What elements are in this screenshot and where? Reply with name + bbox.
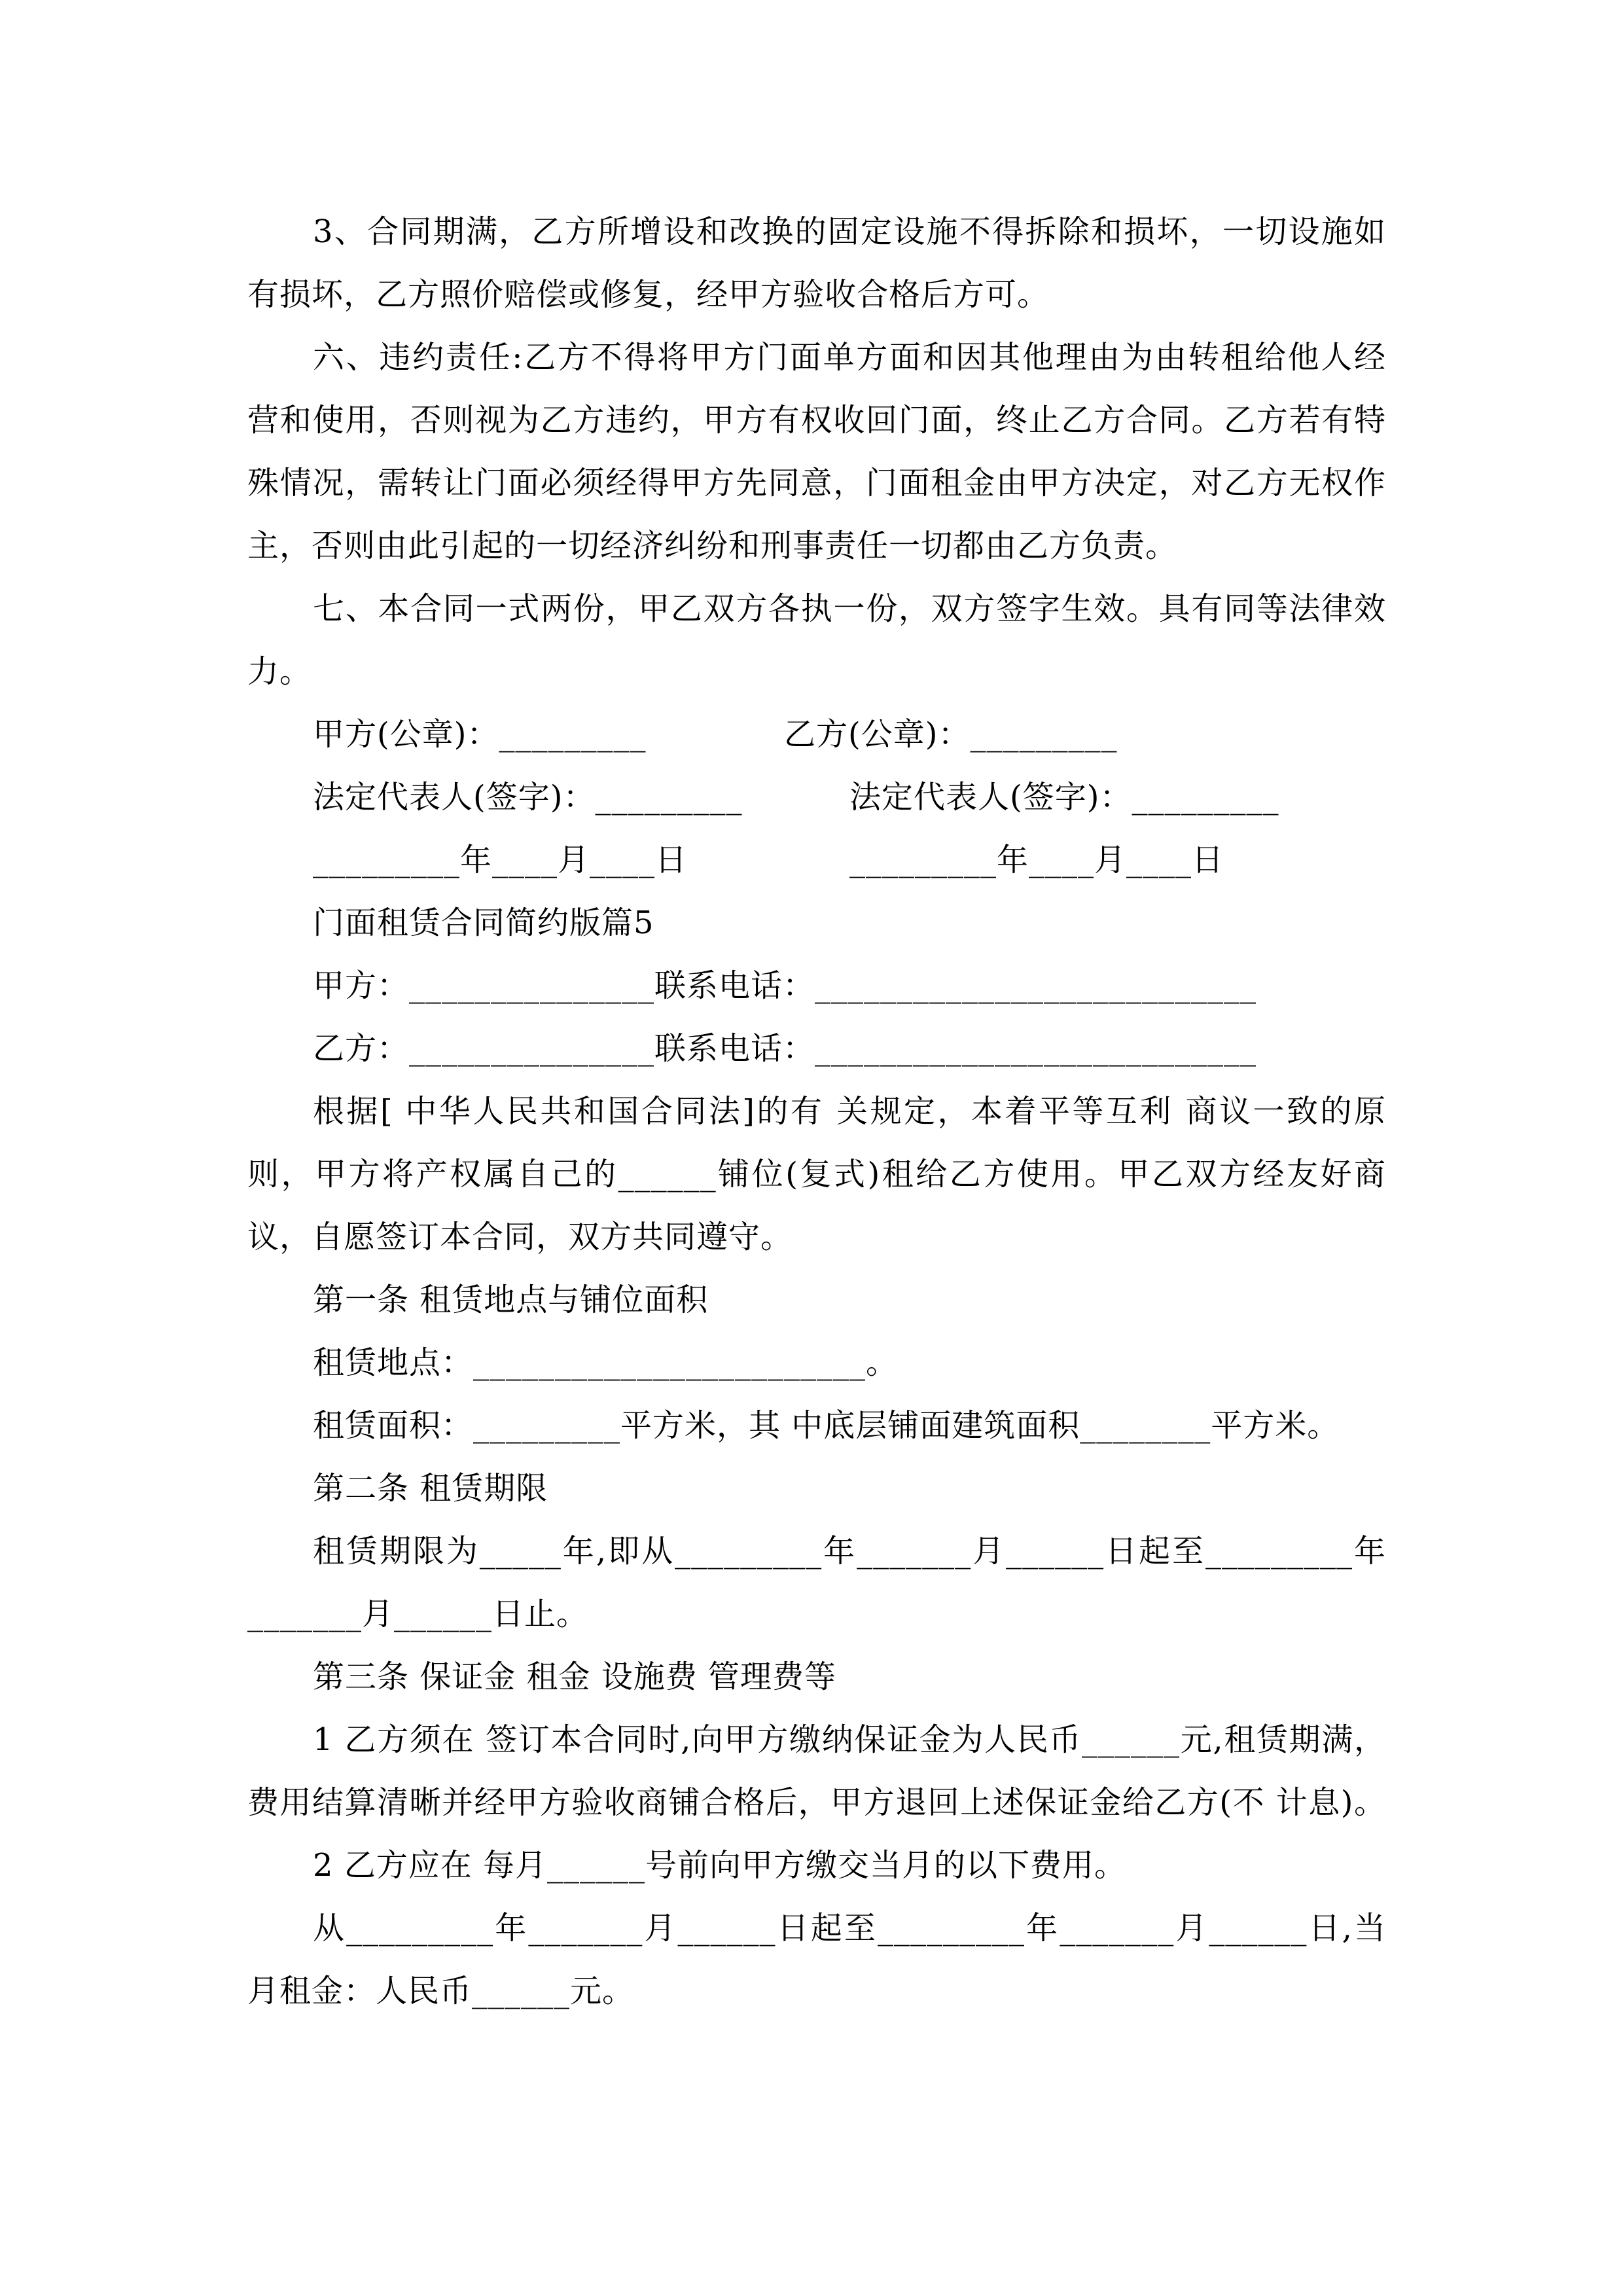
intro-line-1: 根据[ 中华人民共和国合同法]的有 关规定，本着平等互利 商议一致的原 bbox=[313, 1093, 1386, 1130]
party-a-date: _________年____月____日 bbox=[313, 842, 688, 878]
intro-line-3: 议，自愿签订本合同，双方共同遵守。 bbox=[247, 1219, 793, 1255]
article-3-period-line-2: 月租金：人民币______元。 bbox=[247, 1973, 635, 2009]
article-3-period-line-1: 从_________年_______月______日起至_________年_______月______日,当 bbox=[313, 1910, 1386, 1946]
article-3-1-line-1: 1 乙方须在 签订本合同时,向甲方缴纳保证金为人民币______元,租赁期满， bbox=[313, 1721, 1386, 1758]
party-b-contact: 乙方：_______________联系电话：___________________________ bbox=[313, 1030, 1257, 1067]
article-2-line-1: 租赁期限为_____年,即从_________年_______月______日起至_________年 bbox=[313, 1533, 1386, 1570]
article-2-title: 第二条 租赁期限 bbox=[313, 1470, 548, 1507]
article-1-title: 第一条 租赁地点与铺位面积 bbox=[313, 1282, 709, 1318]
party-b-date: _________年____月____日 bbox=[849, 842, 1224, 878]
article-1-area: 租赁面积：_________平方米，其 中底层铺面建筑面积________平方米。 bbox=[313, 1407, 1340, 1444]
article-3-title: 第三条 保证金 租金 设施费 管理费等 bbox=[313, 1659, 837, 1695]
clause-7-line-1: 七、本合同一式两份，甲乙双方各执一份，双方签字生效。具有同等法律效 bbox=[313, 590, 1386, 627]
party-b-seal: 乙方(公章)：_________ bbox=[784, 716, 1118, 753]
article-3-1-line-2: 费用结算清晰并经甲方验收商铺合格后，甲方退回上述保证金给乙方(不 计息)。 bbox=[247, 1784, 1386, 1821]
intro-line-2: 则，甲方将产权属自己的______铺位(复式)租给乙方使用。甲乙双方经友好商 bbox=[247, 1156, 1386, 1193]
clause-6-line-4: 主，否则由此引起的一切经济纠纷和刑事责任一切都由乙方负责。 bbox=[247, 528, 1178, 564]
party-a-contact: 甲方：_______________联系电话：___________________________ bbox=[313, 967, 1257, 1004]
contract-5-title: 门面租赁合同简约版篇5 bbox=[313, 905, 654, 941]
article-3-2: 2 乙方应在 每月______号前向甲方缴交当月的以下费用。 bbox=[313, 1847, 1127, 1884]
clause-7-line-2: 力。 bbox=[247, 653, 312, 690]
party-b-representative: 法定代表人(签字)：_________ bbox=[849, 779, 1279, 816]
clause-6-line-3: 殊情况，需转让门面必须经得甲方先同意，门面租金由甲方决定，对乙方无权作 bbox=[247, 465, 1386, 501]
article-1-location: 租赁地点：________________________。 bbox=[313, 1344, 899, 1381]
party-a-representative: 法定代表人(签字)：_________ bbox=[313, 779, 743, 816]
clause-6-line-2: 营和使用，否则视为乙方违约，甲方有权收回门面，终止乙方合同。乙方若有特 bbox=[247, 402, 1386, 439]
clause-5-3-line-1: 3、合同期满，乙方所增设和改换的固定设施不得拆除和损坏，一切设施如 bbox=[313, 213, 1386, 250]
clause-6-line-1: 六、违约责任:乙方不得将甲方门面单方面和因其他理由为由转租给他人经 bbox=[313, 339, 1386, 376]
article-2-line-2: _______月______日止。 bbox=[247, 1596, 589, 1632]
clause-5-3-line-2: 有损坏，乙方照价赔偿或修复，经甲方验收合格后方可。 bbox=[247, 276, 1050, 313]
party-a-seal: 甲方(公章)：_________ bbox=[313, 716, 647, 753]
